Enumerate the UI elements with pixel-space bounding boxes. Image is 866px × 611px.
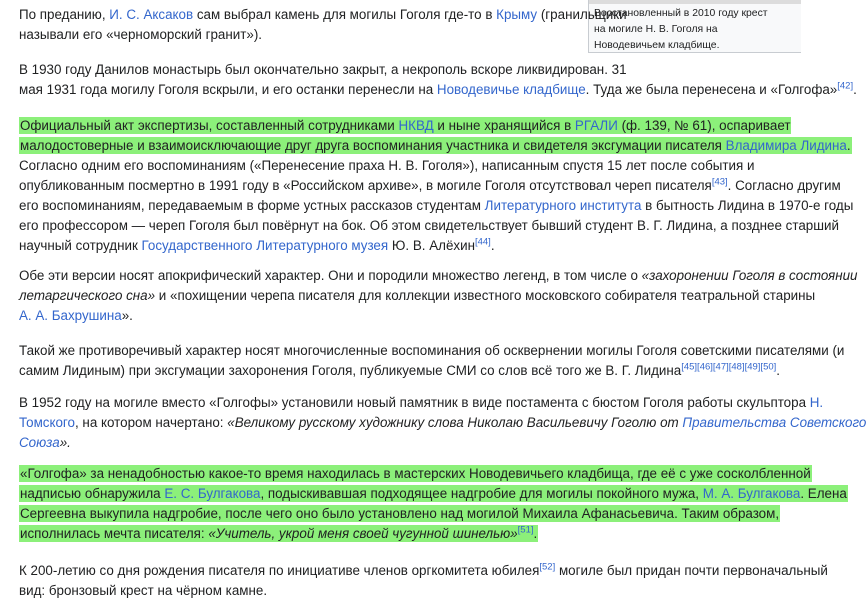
footnote-ref[interactable]: [43] — [711, 176, 728, 188]
text: Согласно одним его воспоминаниям («Перенесение праха Н. В. Гоголя»), написанным спустя 15 лет после события и — [19, 158, 755, 173]
text: В 1952 году на могиле вместо «Голгофы» установили новый памятник в виде постамента с бюстом Гоголя работы скульптора — [19, 395, 810, 410]
link-aksakov[interactable]: И. С. Аксаков — [109, 7, 194, 22]
paragraph-5 — [19, 341, 844, 381]
text: опубликованным посмертно в 1991 году в «Российском архиве», в могиле Гоголя отсутствовал череп писателя — [19, 178, 712, 193]
text: и «похищении черепа писателя для коллекции известного московского собирателя театральной старины — [155, 288, 816, 303]
text: в бытность Лидина в 1970-е годы — [641, 198, 854, 213]
caption-line: Восстановленный в 2010 году крест — [594, 8, 768, 19]
highlight — [19, 465, 812, 482]
text: его воспоминаниям, передаваемым в форме устных рассказов студентам — [19, 198, 485, 213]
text: ». — [121, 308, 133, 323]
text: . — [846, 138, 851, 153]
text: и ныне хранящийся в — [433, 118, 575, 133]
link-crimea[interactable]: Крыму — [496, 7, 538, 22]
link-rgali[interactable]: РГАЛИ — [574, 118, 618, 133]
text: (гранильщики — [537, 7, 627, 22]
text: (ф. 139, № 61), оспаривает — [617, 118, 791, 133]
paragraph-3 — [19, 116, 853, 256]
link-e-bulgakova[interactable]: Е. С. Булгакова — [164, 486, 261, 501]
footnote-ref[interactable]: [44] — [474, 236, 491, 248]
italic-text: «Великому русскому художнику слова Николаю Васильевичу Гоголю от — [227, 415, 683, 430]
footnote-ref[interactable]: [52] — [539, 561, 556, 573]
footnote-ref[interactable]: [51] — [517, 524, 534, 536]
paragraph-7 — [19, 464, 848, 544]
text: , подыскивавшая подходящее надгробие для могилы покойного мужа, — [260, 486, 703, 501]
link-tomsky[interactable]: Н. — [809, 395, 824, 410]
text: сам выбрал камень для могилы Гоголя где-то в — [193, 7, 497, 22]
text: . Елена — [800, 486, 847, 501]
paragraph-2 — [19, 60, 857, 100]
link-soviet-government[interactable]: Правительства Советского — [682, 415, 866, 430]
text: надписью обнаружила — [20, 486, 165, 501]
text: . Туда же была перенесена и «Голгофа» — [585, 82, 838, 97]
link-literary-museum[interactable]: Государственного Литературного музея — [141, 238, 389, 253]
text: Обе эти версии носят апокрифический характер. Они и породили множество легенд, в том числе о — [19, 268, 642, 283]
caption-line: на могиле Н. В. Гоголя на — [594, 24, 718, 35]
text: мая 1931 года могилу Гоголя вскрыли, и его останки перенесли на — [19, 82, 437, 97]
text: исполнилась мечта писателя: — [20, 526, 209, 541]
highlight — [19, 505, 780, 522]
paragraph-1 — [19, 5, 627, 45]
text: «Голгофа» за ненадобностью какое-то время находилась в мастерских Новодевичьего кладбища, где её с уже сосколбленной — [20, 466, 811, 481]
text: научный сотрудник — [19, 238, 142, 253]
highlight — [19, 525, 538, 542]
text: Такой же противоречивый характер носят многочисленные воспоминания об осквернении могилы Гоголя советскими писателями (и — [19, 343, 845, 358]
paragraph-6 — [19, 393, 866, 453]
text: вид: бронзовый крест на чёрном камне. — [19, 583, 268, 598]
link-lidin[interactable]: Владимира Лидина — [725, 138, 847, 153]
text: самим Лидиным) при эксгумации захоронения Гоголя, публикуемые СМИ со слов всё того же В. Г. Лидина — [19, 363, 682, 378]
paragraph-8 — [19, 561, 828, 601]
link-nkvd[interactable]: НКВД — [398, 118, 434, 133]
italic-text: «захоронении Гоголя в состоянии — [641, 268, 858, 283]
text: По преданию, — [19, 7, 110, 22]
text: , на котором начертано: — [74, 415, 228, 430]
text: . — [533, 526, 538, 541]
link-tomsky[interactable]: Томского — [19, 415, 75, 430]
link-m-bulgakov[interactable]: М. А. Булгакова — [702, 486, 801, 501]
text: Сергеевна выкупила надгробие, после чего оно было установлено над могилой Михаила Афанасьевича. Таким образом, — [20, 506, 780, 521]
footnote-ref[interactable]: [45][46][47][48][49][50] — [681, 361, 777, 373]
text: . — [490, 238, 495, 253]
text: . Согласно другим — [727, 178, 841, 193]
text: . — [853, 82, 857, 97]
link-bakhrushin[interactable]: А. А. Бахрушина — [19, 308, 122, 323]
link-literary-institute[interactable]: Литературного института — [484, 198, 642, 213]
image-edge — [589, 0, 801, 4]
text: К 200-летию со дня рождения писателя по инициативе членов оргкомитета юбилея — [19, 563, 540, 578]
text: могиле был придан почти первоначальный — [555, 563, 828, 578]
highlight — [19, 485, 848, 502]
caption-line: Новодевичьем кладбище. — [594, 40, 720, 51]
text: . — [776, 363, 781, 378]
italic-text: ». — [59, 435, 71, 450]
italic-text: летаргического сна» — [19, 288, 156, 303]
highlight — [19, 137, 852, 154]
text: Официальный акт экспертизы, составленный сотрудниками — [20, 118, 399, 133]
italic-text: «Учитель, укрой меня своей чугунной шинелью» — [208, 526, 518, 541]
highlight — [19, 117, 791, 134]
link-novodevichy[interactable]: Новодевичье кладбище — [436, 82, 586, 97]
text: Ю. В. Алёхин — [388, 238, 475, 253]
paragraph-4 — [19, 266, 857, 326]
text: В 1930 году Данилов монастырь был окончательно закрыт, а некрополь вскоре ликвидирован. 31 — [19, 62, 627, 77]
text: называли его «черноморский гранит»). — [19, 27, 262, 42]
text: малодостоверные и взаимоисключающие друг друга воспоминания участника и свидетеля эксгумации писателя — [20, 138, 726, 153]
text: его профессором — череп Гоголя был повёрнут на бок. Об этом свидетельствует бывший студент В. Г. Лидина, а позднее старший — [19, 218, 839, 233]
link-soviet-government[interactable]: Союза — [19, 435, 60, 450]
footnote-ref[interactable]: [42] — [837, 80, 854, 92]
